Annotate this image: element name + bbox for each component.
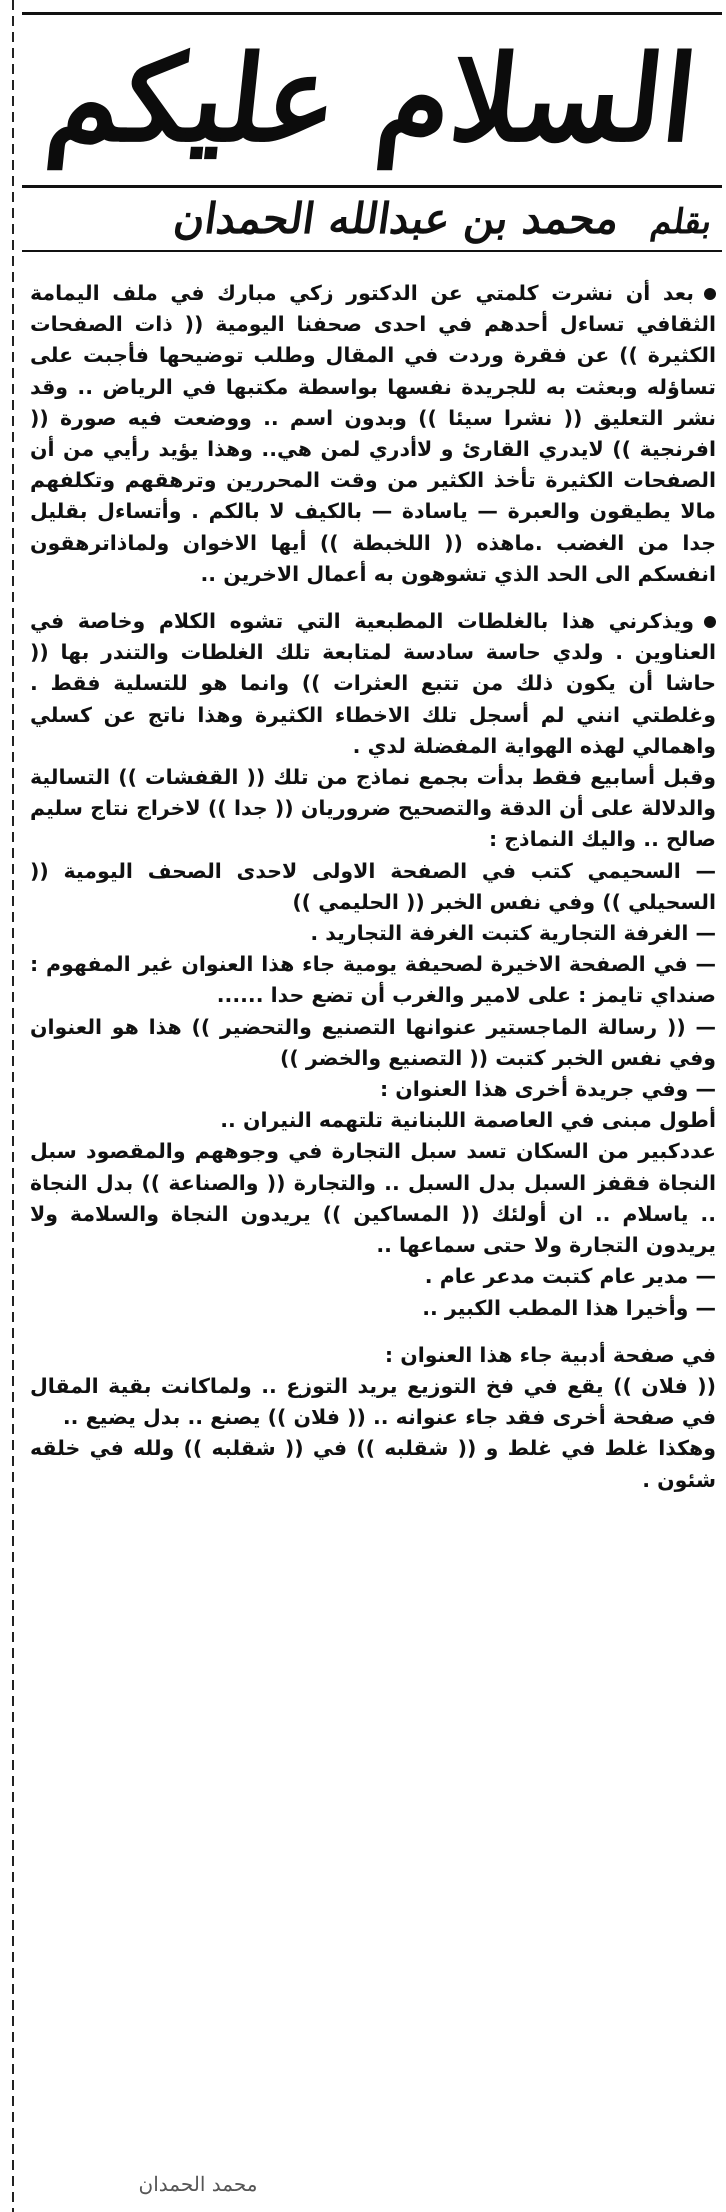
bullet-icon <box>704 616 716 628</box>
paragraph-text: ويذكرني هذا بالغلطات المطبعية التي تشوه الكلام وخاصة في العناوين . ولدي حاسة سادسة لمتابعة تلك الغلطات والتندر بها (( حاشا أن يكون ذلك من تتبع العثرات )) وانما هو للتسلية فقط . وغلطتي انني لم أسجل تلك الاخطاء الكثيرة وهذا ناتج عن كسلي واهمالي لهذه الهواية المفضلة لدي . <box>30 609 716 758</box>
column-masthead <box>22 4 722 254</box>
example-item: — (( رسالة الماجستير عنوانها التصنيع والتحضير )) هذا هو العنوان وفي نفس الخبر كتبت (( التصنيع والخضر )) <box>30 1014 716 1070</box>
example-item: — وأخيرا هذا المطب الكبير .. <box>422 1295 716 1320</box>
column-rule <box>12 0 14 2212</box>
article-body <box>30 278 716 1496</box>
example-item: (( فلان )) يقع في فخ التوزيع يريد التوزع .. ولماكانت بقية المقال في صفحة أخرى فقد جاء عنوانه .. (( فلان )) يصنع .. بدل يضيع .. <box>30 1373 716 1430</box>
byline-prefix: بقلم <box>648 202 715 242</box>
byline <box>68 192 716 246</box>
example-item: — السحيمي كتب في الصفحة الاولى لاحدى الصحف اليومية (( السحيلي )) وفي نفس الخبر (( الحليمي )) <box>30 858 716 914</box>
example-item: في صفحة أدبية جاء هذا العنوان : <box>384 1342 716 1367</box>
paragraph-text: بعد أن نشرت كلمتي عن الدكتور زكي مبارك في ملف اليمامة الثقافي تساءل أحدهم في احدى صحفنا اليومية (( ذات الصفحات الكثيرة )) عن فقرة وردت في المقال وطلب توضيحها فأجبت على تساؤله وبعثت به للجريدة نفسها بواسطة مكتبها في الرياض .. وقد نشر التعليق (( نشرا سيئا )) وبدون اسم .. ووضعت فيه صورة (( افرنجية )) لايدري القارئ و لاأدري لمن هي.. وهذا يؤيد رأيي من أن الصفحات الكثيرة تأخذ الكثير من وقت المحررين وترهقهم وتكلفهم مالا يطيقون والعبرة — ياسادة — بالكيف لا بالكم . وأتساءل بقليل جدا من الغضب .ماهذه (( اللخبطة )) أيها الاخوان ولماذاترهقون انفسكم الى الحد الذي تشوهون به أعمال الاخرين .. <box>30 281 716 586</box>
closing-paragraph: وهكذا غلط في غلط و (( شقلبه )) في (( شقلبه )) ولله في خلقه شئون . <box>30 1436 716 1492</box>
byline-author: محمد بن عبدالله الحمدان <box>170 194 623 243</box>
example-item: عددكبير من السكان تسد سبل التجارة في وجوههم والمقصود سبل النجاة فقفز السبل بدل السبل .. والتجارة (( والصناعة )) بدل النجاة .. ياسلام .. ان أولئك (( المساكين )) يريدون النجاة والسلامة ولا يريدون التجارة ولا حتى سماعها .. <box>30 1139 716 1258</box>
handwritten-signature: محمد الحمدان <box>138 2172 258 2196</box>
column-title: السلام عليكم <box>41 29 704 168</box>
quoted-headline: أطول مبنى في العاصمة اللبنانية تلتهمه النيران .. <box>220 1108 716 1133</box>
example-item: — مدير عام كتبت مدعر عام . <box>424 1264 716 1289</box>
example-item: — في الصفحة الاخيرة لصحيفة يومية جاء هذا العنوان غير المفهوم : صنداي تايمز : على لامير والغرب أن تضع حدا ...... <box>30 952 716 1008</box>
paragraph-typos <box>30 606 716 762</box>
masthead-divider <box>22 250 722 252</box>
example-item: — وفي جريدة أخرى هذا العنوان : <box>379 1077 716 1102</box>
bullet-icon <box>704 288 716 300</box>
example-item: — الغرفة التجارية كتبت الغرفة التجاريد . <box>310 921 716 946</box>
paragraph-examples-intro: وقبل أسابيع فقط بدأت بجمع نماذج من تلك (( القفشات )) التسالية والدلالة على أن الدقة والتصحيح ضروريان (( جدا )) لاخراج نتاج سليم صالح .. واليك النماذج : <box>30 765 716 852</box>
paragraph-intro <box>30 278 716 590</box>
